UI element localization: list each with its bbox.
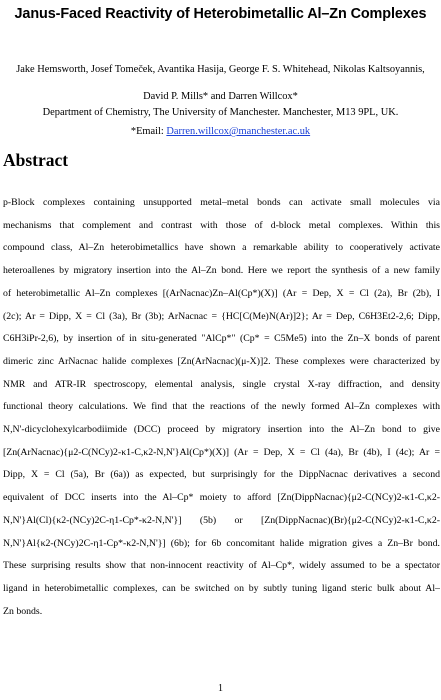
abstract-line: NMR and ATR-IR spectroscopy, elemental analysis, single crystal X-ray diffraction, and density [3, 378, 440, 390]
abstract-line: N,N'}Al(Cl){κ2-(NCy)2C-η1-Cp*-κ2-N,N'}] (5b) or [Zn(DippNacnac)(Br){μ2-C(NCy)2-κ1-C,κ2- [3, 514, 440, 526]
author-line-2: David P. Mills* and Darren Willcox* [143, 91, 298, 102]
author-list [0, 56, 441, 110]
email-label: *Email: [130, 126, 167, 137]
abstract-line: ligand in heterobimetallic complexes, can be switched on by subtly tuning ligand steric bulk about Al– [3, 582, 440, 594]
abstract-line: These surprising results show that non-innocent reactivity of Al–Cp*, widely assumed to be a spectator [3, 560, 440, 572]
abstract-line: functional theory calculations. We find that the reactions of the newly formed Al–Zn complexes with [3, 401, 440, 413]
abstract-line: C6H3iPr-2,6), by insertion of in situ-generated "AlCp*" (Cp* = C5Me5) into the Zn–X bonds of parent [3, 333, 440, 345]
abstract-line: compound class, Al–Zn heterobimetallics have shown a remarkable ability to cooperatively activate [3, 242, 440, 254]
email-link[interactable]: Darren.willcox@manchester.ac.uk [166, 126, 311, 137]
affiliation: Department of Chemistry, The University of Manchester. Manchester, M13 9PL, UK. [42, 107, 399, 118]
abstract-line: dimeric zinc ArNacnac halide complexes [Zn(ArNacnac)(μ-X)]2. These complexes were characterized by [3, 355, 440, 367]
abstract-line: heteroallenes by migratory insertion into the Al–Zn bond. Here we report the synthesis of a new family [3, 265, 440, 277]
author-line-1: Jake Hemsworth, Josef Tomeček, Avantika Hasija, George F. S. Whitehead, Nikolas Kaltsoyannis, [16, 64, 425, 75]
abstract-line: of heterobimetallic Al–Zn complexes [(ArNacnac)Zn–Al(Cp*)(X)] (Ar = Dep, X = Cl (2a), Br (2b), I [3, 287, 440, 299]
abstract-line: Dipp, X = Cl (5a), Br (6a)) as expected, but surprisingly for the DippNacnac derivatives a second [3, 469, 440, 481]
abstract-line: [Zn(ArNacnac){μ2-C(NCy)2-κ1-C,κ2-N,N'}Al(Cp*)(X)] (Ar = Dep, X = Cl (4a), Br (4b), I (4c); Ar = [3, 446, 440, 458]
abstract-line: N,N'}Al{κ2-(NCy)2C-η1-Cp*-κ2-N,N'}] (6b); for 6b concomitant halide migration gives a Zn–Br bond. [3, 537, 440, 549]
page-number: 1 [218, 683, 223, 694]
abstract-line: equivalent of DCC inserts into the Al–Cp* moiety to afford [Zn(DippNacnac){μ2-C(NCy)2-κ1-C,κ2- [3, 492, 440, 504]
email-line [0, 126, 441, 137]
abstract-heading: Abstract [3, 150, 69, 170]
abstract-line: mechanisms that complement and contrast with those of d-block metal complexes. Within this [3, 219, 440, 231]
paper-title: Janus-Faced Reactivity of Heterobimetallic Al–Zn Complexes [14, 6, 427, 22]
abstract-line: N,N'-dicyclohexylcarbodiimide (DCC) proceed by migratory insertion into the Al–Zn bond to give [3, 424, 440, 436]
abstract-body [3, 192, 440, 623]
abstract-line: Zn bonds. [3, 605, 43, 617]
abstract-line: (2c); Ar = Dipp, X = Cl (3a), Br (3b); ArNacnac = {HC[C(Me)N(Ar)]2}; Ar = Dep, C6H3Et2-2,6; Dipp, [3, 310, 440, 322]
abstract-line: p-Block complexes containing unsupported metal–metal bonds can activate small molecules via [3, 197, 440, 208]
